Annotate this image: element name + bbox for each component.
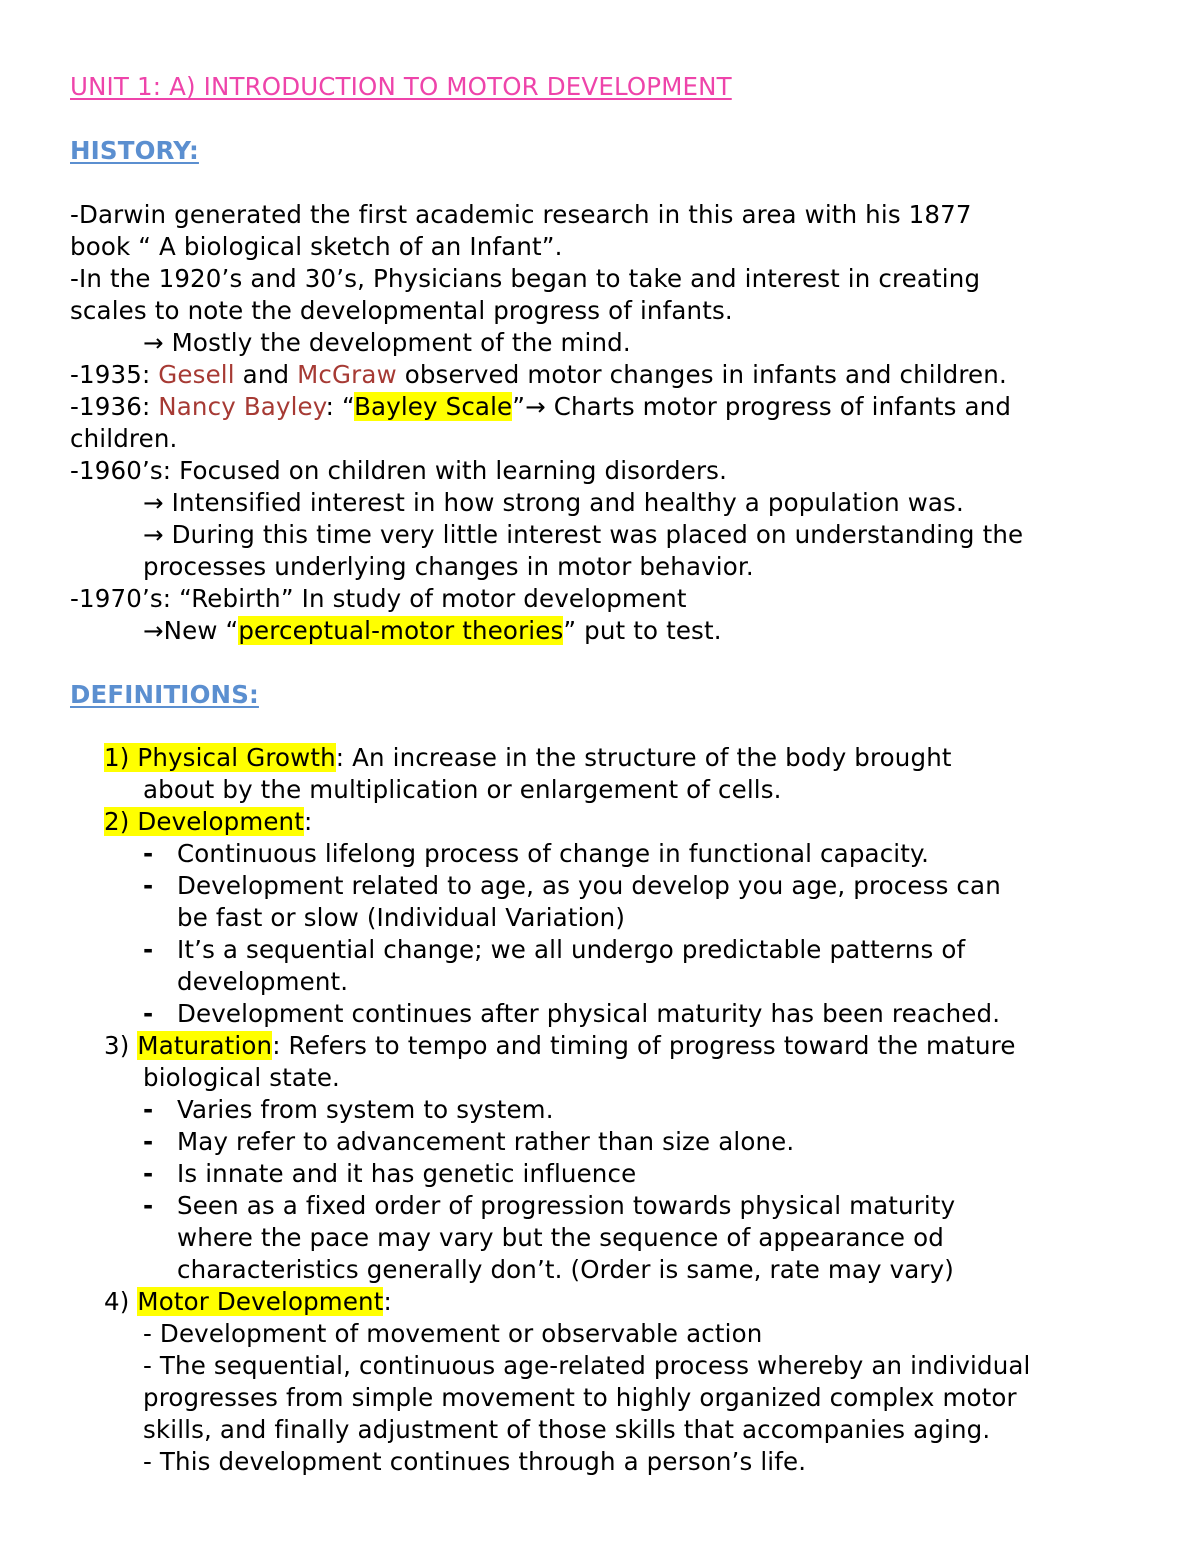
dash-bullet: -: [143, 1095, 154, 1124]
dash-bullet: -: [143, 999, 154, 1028]
history-1970s-note: →New “perceptual-motor theories” put to test.: [143, 616, 722, 645]
highlight-development: Development: [137, 807, 304, 836]
definition-3: 3) Maturation: Refers to tempo and timing of progress toward the mature: [104, 1031, 1016, 1060]
definition-2-bullet-3-cont: development.: [177, 967, 349, 996]
definition-1: 1) Physical Growth: An increase in the structure of the body brought: [104, 743, 952, 772]
history-1920s-line1: -In the 1920’s and 30’s, Physicians began to take and interest in creating: [70, 264, 981, 293]
dash-bullet: -: [143, 1127, 154, 1156]
definition-4-line-1: - Development of movement or observable action: [143, 1319, 763, 1348]
highlight-perceptual-motor: perceptual-motor theories: [238, 616, 564, 645]
definition-2-bullet-4: - Development continues after physical maturity has been reached.: [143, 999, 1001, 1028]
definition-3-bullet-2: - May refer to advancement rather than size alone.: [143, 1127, 795, 1156]
definition-1-cont: about by the multiplication or enlargement of cells.: [143, 775, 782, 804]
history-darwin-line2: book “ A biological sketch of an Infant”.: [70, 232, 563, 261]
dash-bullet: -: [143, 839, 154, 868]
history-1920s-line2: scales to note the developmental progress of infants.: [70, 296, 733, 325]
definition-3-bullet-1: - Varies from system to system.: [143, 1095, 554, 1124]
dash-bullet: -: [143, 1191, 154, 1220]
definition-4: 4) Motor Development:: [104, 1287, 392, 1316]
definition-3-bullet-4: - Seen as a fixed order of progression towards physical maturity: [143, 1191, 956, 1220]
document-title: UNIT 1: A) INTRODUCTION TO MOTOR DEVELOPMENT: [70, 72, 732, 101]
definitions-heading: DEFINITIONS:: [70, 680, 259, 709]
history-heading: HISTORY:: [70, 136, 199, 165]
definition-2: 2) Development:: [104, 807, 313, 836]
definition-2-bullet-2: - Development related to age, as you develop you age, process can: [143, 871, 1001, 900]
arrow-icon: →: [143, 488, 164, 517]
definition-3-bullet-4-cont1: where the pace may vary but the sequence of appearance od: [177, 1223, 944, 1252]
history-1936: -1936: Nancy Bayley: “Bayley Scale”→ Charts motor progress of infants and: [70, 392, 1012, 421]
arrow-icon: →: [143, 520, 164, 549]
history-1960s-note-b2: processes underlying changes in motor behavior.: [143, 552, 754, 581]
history-mind-note: → Mostly the development of the mind.: [143, 328, 631, 357]
definition-3-bullet-3: - Is innate and it has genetic influence: [143, 1159, 637, 1188]
definition-2-bullet-1: - Continuous lifelong process of change in functional capacity.: [143, 839, 930, 868]
definition-3-bullet-4-cont2: characteristics generally don’t. (Order is same, rate may vary): [177, 1255, 955, 1284]
name-nancy-bayley: Nancy Bayley: [158, 392, 326, 421]
history-1936-cont: children.: [70, 424, 178, 453]
highlight-maturation: Maturation: [137, 1031, 273, 1060]
highlight-bayley-scale: Bayley Scale: [354, 392, 513, 421]
dash-bullet: -: [143, 935, 154, 964]
definition-3-cont: biological state.: [143, 1063, 340, 1092]
name-mcgraw: McGraw: [297, 360, 397, 389]
dash-bullet: -: [143, 871, 154, 900]
history-1970s: -1970’s: “Rebirth” In study of motor development: [70, 584, 687, 613]
definition-4-line-4: skills, and finally adjustment of those skills that accompanies aging.: [143, 1415, 991, 1444]
arrow-icon: →: [143, 328, 164, 357]
history-1935: -1935: Gesell and McGraw observed motor changes in infants and children.: [70, 360, 1007, 389]
history-1960s-note-b1: → During this time very little interest was placed on understanding the: [143, 520, 1024, 549]
history-1960s: -1960’s: Focused on children with learning disorders.: [70, 456, 728, 485]
dash-bullet: -: [143, 1159, 154, 1188]
history-darwin-line1: -Darwin generated the first academic research in this area with his 1877: [70, 200, 972, 229]
history-1960s-note-a: → Intensified interest in how strong and healthy a population was.: [143, 488, 964, 517]
name-gesell: Gesell: [158, 360, 235, 389]
definition-4-line-5: - This development continues through a person’s life.: [143, 1447, 807, 1476]
definition-2-bullet-2-cont: be fast or slow (Individual Variation): [177, 903, 626, 932]
highlight-motor-development: Motor Development: [137, 1287, 384, 1316]
definition-4-line-3: progresses from simple movement to highly organized complex motor: [143, 1383, 1017, 1412]
definition-4-line-2: - The sequential, continuous age-related process whereby an individual: [143, 1351, 1031, 1380]
definition-2-bullet-3: - It’s a sequential change; we all undergo predictable patterns of: [143, 935, 966, 964]
highlight-physical-growth: Physical Growth: [137, 743, 336, 772]
